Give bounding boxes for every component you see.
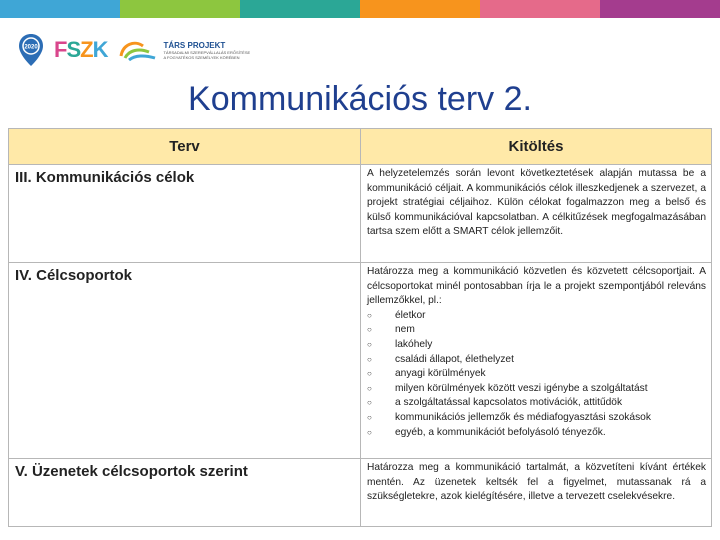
bullet-text: családi állapot, élethelyzet: [395, 353, 514, 365]
list-item: [367, 382, 706, 397]
row-label: V. Üzenetek célcsoportok szerint: [9, 459, 361, 527]
circle-bullet-icon: ○: [367, 398, 372, 408]
color-band-2: [120, 0, 240, 18]
tars-swirl-icon: [117, 38, 157, 62]
tars-projekt-logo: [117, 38, 250, 62]
color-band-5: [480, 0, 600, 18]
page-title: Kommunikációs terv 2.: [188, 80, 532, 118]
bullet-text: milyen körülmények között veszi igénybe a szolgáltatást: [395, 382, 648, 394]
list-item: [367, 411, 706, 426]
tars-subtitle-1: TÁRSADALMI SZEREPVÁLLALÁS ERŐSÍTÉSE: [163, 49, 251, 55]
bullet-text: lakóhely: [395, 338, 433, 350]
bullet-text: kommunikációs jellemzők és médiafogyasztási szokások: [395, 411, 651, 423]
plan-table: [8, 128, 712, 527]
tars-title: TÁRS PROJEKT: [163, 40, 226, 50]
header-plan: Terv: [9, 129, 361, 165]
list-item: [367, 426, 706, 441]
list-item: [367, 309, 706, 324]
bullet-text: életkor: [395, 309, 426, 321]
color-band-6: [600, 0, 720, 18]
list-item: [367, 353, 706, 368]
row-text: A helyzetelemzés során levont következtetések alapján mutassa be a kommunikáció céljait. A kommunikációs célok illeszkedjenek a szervezet, a projekt stratégiai céljaihoz. Külön célokat fogalmazzon meg a belső és külső kommunikációval kapcsolatban. A célkitűzések megfogalmazásában tartsa szem előtt a SMART célok jellemzőit.: [361, 165, 712, 263]
list-item: [367, 323, 706, 338]
table-row: [9, 263, 712, 459]
color-band-3: [240, 0, 360, 18]
bullet-text: a szolgáltatással kapcsolatos motivációk, attitűdök: [395, 397, 623, 409]
color-band-1: [0, 0, 120, 18]
bullet-text: nem: [395, 324, 415, 336]
list-item: [367, 396, 706, 411]
circle-bullet-icon: ○: [367, 427, 372, 437]
circle-bullet-icon: ○: [367, 354, 372, 364]
table-header-row: [9, 129, 712, 165]
tars-subtitle-2: A FOGYATÉKOS SZEMÉLYEK KÖRÉBEN: [163, 54, 240, 60]
table-row: [9, 165, 712, 263]
bullet-text: egyéb, a kommunikációt befolyásoló tényezők.: [395, 426, 606, 438]
row-content: [361, 263, 712, 459]
circle-bullet-icon: ○: [367, 383, 372, 393]
bullet-text: anyagi körülmények: [395, 368, 486, 380]
header-fill: Kitöltés: [361, 129, 712, 165]
fszk-logo: FSZK: [54, 37, 108, 62]
row-label: III. Kommunikációs célok: [9, 165, 361, 263]
logo-strip: [18, 30, 250, 70]
list-item: [367, 367, 706, 382]
top-color-bar: [0, 0, 720, 18]
bullet-list: [367, 309, 706, 440]
list-item: [367, 338, 706, 353]
row-text: Határozza meg a kommunikáció tartalmát, a közvetíteni kívánt értékek mentén. Az üzenetek keltsék fel a figyelmet, mutassanak rá a szükségletekre, azok kielégítésére, illetve a tervezett cselekvésekre.: [361, 459, 712, 527]
circle-bullet-icon: ○: [367, 325, 372, 335]
circle-bullet-icon: ○: [367, 412, 372, 422]
eu2020-logo-icon: [18, 33, 44, 67]
circle-bullet-icon: ○: [367, 310, 372, 320]
row-label: IV. Célcsoportok: [9, 263, 361, 459]
circle-bullet-icon: ○: [367, 339, 372, 349]
row-text: Határozza meg a kommunikáció közvetlen és közvetett célcsoportjait. A célcsoportokat minél pontosabban írja le a projekt szempontjából releváns jellemzőkkel, pl.:: [367, 266, 706, 307]
color-band-4: [360, 0, 480, 18]
circle-bullet-icon: ○: [367, 369, 372, 379]
table-row: [9, 459, 712, 527]
svg-text:2020: 2020: [24, 44, 38, 51]
